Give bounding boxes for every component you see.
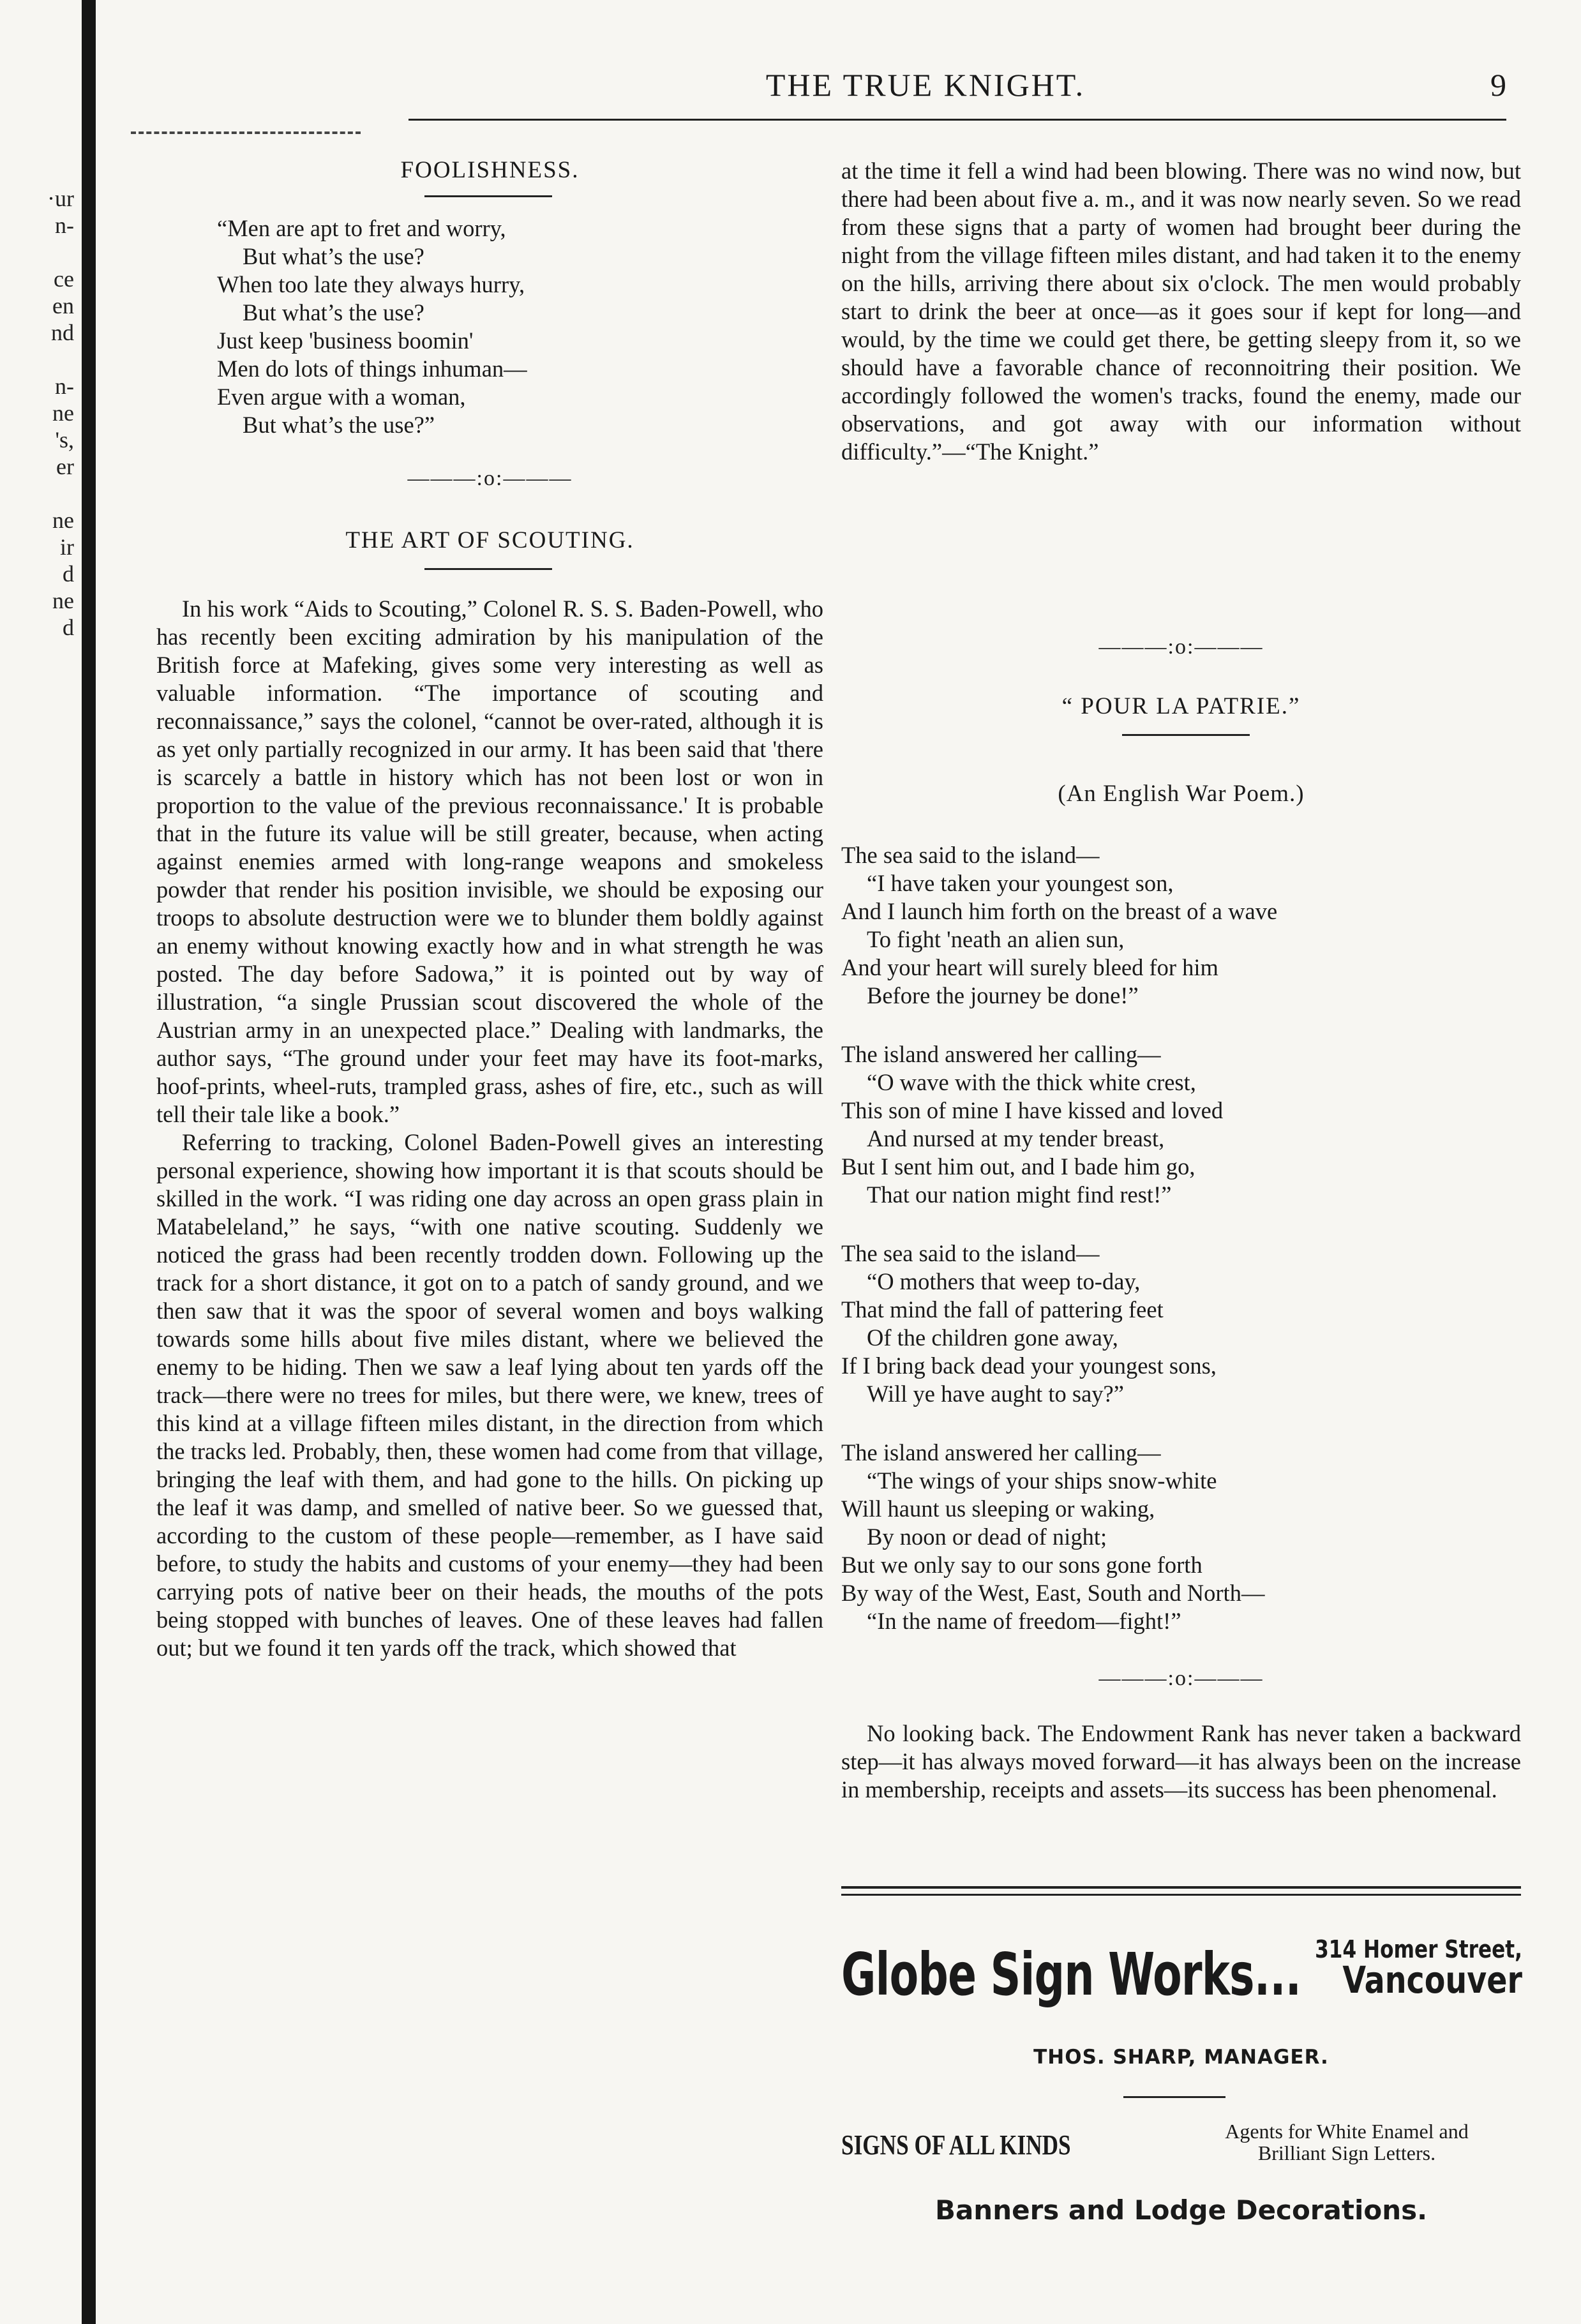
margin-fragment <box>4 346 74 373</box>
scouting-continued <box>841 157 1521 466</box>
ad-banners: Banners and Lodge Decorations. <box>934 2194 1428 2226</box>
ad-manager: THOS. SHARP, MANAGER. <box>1033 2046 1329 2069</box>
poem-stanza <box>841 841 1277 1010</box>
margin-fragment: n- <box>55 213 74 238</box>
margin-fragment: n- <box>55 373 74 399</box>
verse-line: That our nation might find rest!” <box>867 1181 1172 1208</box>
margin-fragment: ne <box>52 507 74 533</box>
margin-fragment: nd <box>51 320 74 345</box>
ad-address <box>1313 1934 1522 2002</box>
poem-stanza <box>841 1240 1217 1408</box>
verse-line: “O wave with the thick white crest, <box>867 1069 1196 1095</box>
scan-left-margin <box>0 0 83 2324</box>
margin-fragment <box>4 239 74 266</box>
verse-line: Just keep 'business boomin' <box>217 327 474 354</box>
scouting-title: THE ART OF SCOUTING. <box>345 527 634 553</box>
verse-line: The island answered her calling— <box>841 1439 1161 1466</box>
separator: ———:o:——— <box>407 467 573 490</box>
ad-company-name: Globe Sign Works... <box>841 1940 1301 2009</box>
title-rule <box>424 568 552 570</box>
verse-line: Men do lots of things inhuman— <box>217 356 527 382</box>
foolishness-verse <box>217 214 527 439</box>
ad-street: 314 Homer Street, <box>1315 1935 1522 1963</box>
verse-line: The sea said to the island— <box>841 1240 1100 1266</box>
endowment-notice <box>841 1720 1521 1804</box>
margin-fragment: ·ur <box>47 186 74 211</box>
binding-shadow <box>82 0 96 2324</box>
verse-line: “In the name of freedom—fight!” <box>867 1608 1181 1634</box>
margin-fragment: d <box>63 615 74 640</box>
foolishness-title: FOOLISHNESS. <box>400 157 580 183</box>
poem-subtitle: (An English War Poem.) <box>1058 781 1305 807</box>
margin-fragments <box>4 185 74 641</box>
page-header <box>128 66 1532 117</box>
verse-line: Will haunt us sleeping or waking, <box>841 1496 1155 1522</box>
margin-fragment: ne <box>52 588 74 613</box>
ad-agents <box>1165 2120 1529 2164</box>
verse-line: Of the children gone away, <box>867 1324 1118 1351</box>
separator: ———:o:——— <box>1098 635 1264 659</box>
verse-line: But I sent him out, and I bade him go, <box>841 1153 1195 1180</box>
scouting-body <box>156 595 823 1662</box>
verse-line: That mind the fall of pattering feet <box>841 1296 1164 1323</box>
margin-fragment: d <box>63 561 74 587</box>
page-number: 9 <box>1490 67 1506 103</box>
verse-line: To fight 'neath an alien sun, <box>867 926 1125 952</box>
separator: ———:o:——— <box>1098 1667 1264 1690</box>
header-dash-rule <box>131 131 361 134</box>
verse-line: Will ye have aught to say?” <box>867 1381 1124 1407</box>
verse-line: But we only say to our sons gone forth <box>841 1552 1203 1578</box>
ad-signs: SIGNS OF ALL KINDS <box>841 2129 1071 2161</box>
verse-line: Even argue with a woman, <box>217 384 466 410</box>
verse-line: The sea said to the island— <box>841 842 1100 868</box>
verse-line: “The wings of your ships snow-white <box>867 1467 1217 1494</box>
title-rule <box>1122 734 1250 736</box>
title-rule <box>424 195 552 197</box>
ad-agents-line: Brilliant Sign Letters. <box>1257 2141 1436 2164</box>
paragraph: No looking back. The Endowment Rank has never taken a backward step—it has always moved forward—it has always been on the increase in membership, receipts and assets—its success has been phenomenal. <box>841 1720 1521 1803</box>
running-title: THE TRUE KNIGHT. <box>765 67 1086 103</box>
verse-line: “O mothers that weep to-day, <box>867 1268 1141 1294</box>
verse-line: But what’s the use? <box>243 299 424 326</box>
ad-rule <box>1123 2096 1225 2098</box>
margin-fragment: ir <box>60 534 74 560</box>
margin-fragment: ce <box>54 266 74 292</box>
margin-fragment: en <box>52 293 74 319</box>
margin-fragment: 's, <box>55 427 74 453</box>
margin-fragment: ne <box>52 400 74 426</box>
ad-city: Vancouver <box>1342 1958 1522 2002</box>
poem-stanza <box>841 1040 1223 1209</box>
verse-line: And your heart will surely bleed for him <box>841 954 1218 980</box>
verse-line: The island answered her calling— <box>841 1041 1161 1067</box>
verse-line: This son of mine I have kissed and loved <box>841 1097 1224 1123</box>
verse-line: “I have taken your youngest son, <box>867 870 1174 896</box>
verse-line: But what’s the use? <box>243 243 424 269</box>
verse-line: By noon or dead of night; <box>867 1524 1107 1550</box>
verse-line: If I bring back dead your youngest sons, <box>841 1353 1217 1379</box>
verse-line: And I launch him forth on the breast of a wave <box>841 898 1278 924</box>
paragraph: In his work “Aids to Scouting,” Colonel R. S. S. Baden-Powell, who has recently been exciting admiration by his manipulation of the British force at Mafeking, gives some very interesting as well as valuable information. “The importance of scouting and reconnaissance,” says the colonel, “cannot be over-rated, although it is as yet only partially recognized in our army. It has been said that 'there is scarcely a battle in history which has not been lost or won in proportion to the value of the previous reconnaissance.' It is probable that in the future its value will be still greater, because, when acting against enemies armed with long-range weapons and smokeless powder that render his position invisible, we should be exposing our troops to absolute destruction were we to blunder them boldly against an enemy without knowing exactly how and in what strength he was posted. The day before Sadowa,” it is pointed out by way of illustration, “a single Prussian scout discovered the whole of the Austrian army in an unexpected place.” Dealing with landmarks, the author says, “The ground under your feet may have its foot-marks, hoof-prints, wheel-ruts, trampled grass, ashes of fire, etc., such as will tell their tale like a book.” <box>156 596 823 1127</box>
verse-line: And nursed at my tender breast, <box>867 1125 1165 1151</box>
poem-title: “ POUR LA PATRIE.” <box>1061 693 1301 719</box>
paragraph: Referring to tracking, Colonel Baden-Powell gives an interesting personal experience, showing how important it is that scouts should be skilled in the work. “I was riding one day across an open grass plain in Matabeleland,” he says, “with one native scouting. Suddenly we noticed the grass had been recently trodden down. Following up the track for a short distance, it got on to a patch of sandy ground, and we then saw that it was the spoor of several women and boys walking towards some hills about five miles distant, where we believed the enemy to be hiding. Then we saw a leaf lying about ten yards off the track—there were no trees for miles, but there were, we knew, trees of this kind at a village fifteen miles distant, in the direction from which the tracks led. Probably, then, these women had come from that village, bringing the leaf with them, and had gone to the hills. On picking up the leaf it was damp, and smelled of native beer. So we guessed that, according to the custom of these people—remember, as I have said before, to study the habits and customs of your enemy—they had been carrying pots of native beer on their heads, the mouths of the pots being stopped with bunches of leaves. One of these leaves had fallen out; but we found it ten yards off the track, which showed that <box>156 1129 823 1661</box>
verse-line: Before the journey be done!” <box>867 982 1139 1008</box>
verse-line: But what’s the use?” <box>243 412 435 438</box>
margin-fragment <box>4 480 74 507</box>
header-rule <box>408 119 1506 121</box>
margin-fragment: er <box>56 454 74 479</box>
verse-line: “Men are apt to fret and worry, <box>217 215 506 241</box>
ad-agents-line: Agents for White Enamel and <box>1225 2120 1469 2143</box>
verse-line: When too late they always hurry, <box>217 271 525 297</box>
poem-stanza <box>841 1439 1264 1635</box>
verse-line: By way of the West, East, South and North— <box>841 1580 1265 1606</box>
ad-top-rule <box>841 1886 1521 1896</box>
paragraph: at the time it fell a wind had been blowing. There was no wind now, but there had been about five a. m., and it was now nearly seven. So we read from these signs that a party of women had brought beer during the night from the village fifteen miles distant, and had taken it to the enemy on the hills, arriving there about six o'clock. The men would probably start to drink the beer at once—as it goes sour if kept for long—and would, by the time we could get there, be getting sleepy from it, so we should have a favorable chance of reconnoitring their position. We accordingly followed the women's tracks, found the enemy, made our observations, and got away with our information without difficulty.”—“The Knight.” <box>841 158 1521 465</box>
